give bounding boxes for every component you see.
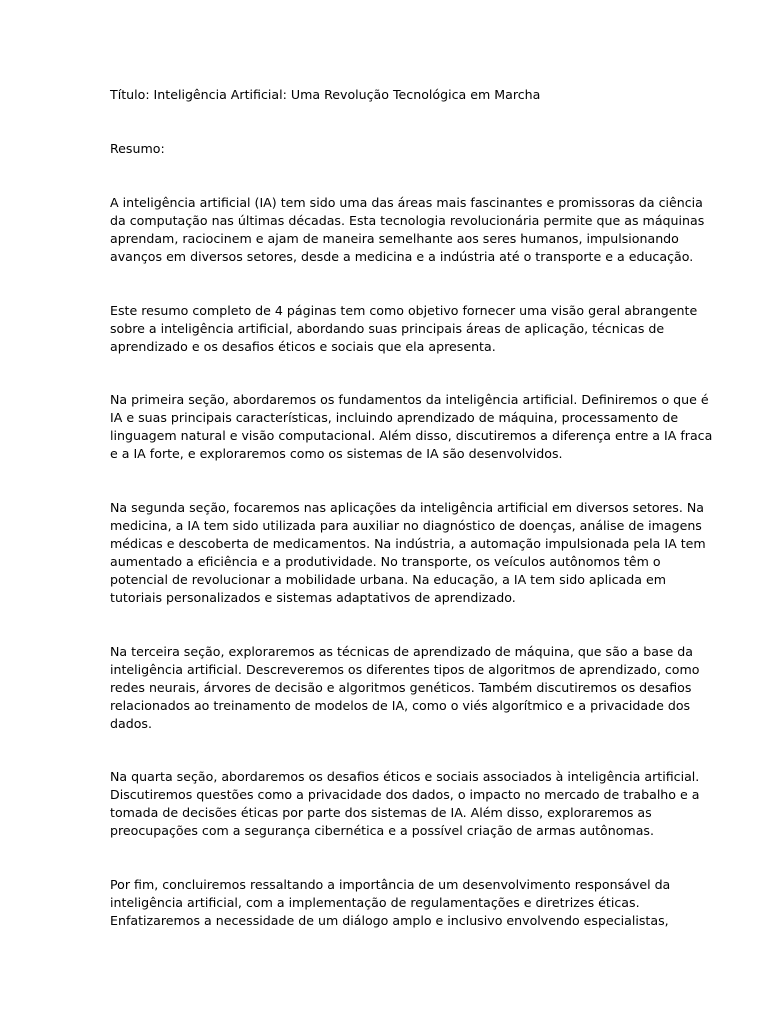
text-line: aprendam, raciocinem e ajam de maneira semelhante aos seres humanos, impulsionando (110, 231, 679, 246)
text-line: IA e suas principais características, incluindo aprendizado de máquina, processamento de (110, 410, 679, 425)
text-line: Na quarta seção, abordaremos os desafios éticos e sociais associados à inteligência artificial. (110, 769, 700, 784)
text-line: Na segunda seção, focaremos nas aplicações da inteligência artificial em diversos setores. Na (110, 500, 704, 515)
text-line: redes neurais, árvores de decisão e algoritmos genéticos. Também discutiremos os desafios (110, 680, 692, 695)
abstract-heading: Resumo: (110, 141, 165, 156)
text-line: Enfatizaremos a necessidade de um diálogo amplo e inclusivo envolvendo especialistas, (110, 913, 669, 928)
text-line: da computação nas últimas décadas. Esta tecnologia revolucionária permite que as máquinas (110, 213, 705, 228)
text-line: linguagem natural e visão computacional. Além disso, discutiremos a diferença entre a IA fraca (110, 428, 713, 443)
text-line: medicina, a IA tem sido utilizada para auxiliar no diagnóstico de doenças, análise de imagens (110, 518, 702, 533)
text-line: tomada de decisões éticas por parte dos sistemas de IA. Além disso, exploraremos as (110, 805, 652, 820)
text-line: dados. (110, 716, 152, 731)
text-line: relacionados ao treinamento de modelos de IA, como o viés algorítmico e a privacidade dos (110, 698, 691, 713)
text-line: inteligência artificial. Descreveremos os diferentes tipos de algoritmos de aprendizado, como (110, 662, 700, 677)
text-line: preocupações com a segurança cibernética e a possível criação de armas autônomas. (110, 823, 654, 838)
text-line: tutoriais personalizados e sistemas adaptativos de aprendizado. (110, 590, 516, 605)
text-line: e a IA forte, e exploraremos como os sistemas de IA são desenvolvidos. (110, 446, 563, 461)
text-line: avanços em diversos setores, desde a medicina e a indústria até o transporte e a educação. (110, 249, 694, 264)
text-line: sobre a inteligência artificial, abordando suas principais áreas de aplicação, técnicas de (110, 321, 665, 336)
text-line: potencial de revolucionar a mobilidade urbana. Na educação, a IA tem sido aplicada em (110, 572, 666, 587)
text-line: Na terceira seção, exploraremos as técnicas de aprendizado de máquina, que são a base da (110, 644, 693, 659)
text-line: Por fim, concluiremos ressaltando a importância de um desenvolvimento responsável da (110, 877, 671, 892)
text-line: A inteligência artificial (IA) tem sido uma das áreas mais fascinantes e promissoras da ciência (110, 195, 703, 210)
text-line: Este resumo completo de 4 páginas tem como objetivo fornecer uma visão geral abrangente (110, 303, 698, 318)
text-line: médicas e descoberta de medicamentos. Na indústria, a automação impulsionada pela IA tem (110, 536, 706, 551)
text-line: inteligência artificial, com a implementação de regulamentações e diretrizes éticas. (110, 895, 640, 910)
document-title: Título: Inteligência Artificial: Uma Revolução Tecnológica em Marcha (110, 87, 541, 102)
text-line: aprendizado e os desafios éticos e sociais que ela apresenta. (110, 339, 496, 354)
text-line: Discutiremos questões como a privacidade dos dados, o impacto no mercado de trabalho e a (110, 787, 700, 802)
text-line: Na primeira seção, abordaremos os fundamentos da inteligência artificial. Definiremos o que é (110, 392, 709, 407)
text-line: aumentado a eficiência e a produtividade. No transporte, os veículos autônomos têm o (110, 554, 661, 569)
